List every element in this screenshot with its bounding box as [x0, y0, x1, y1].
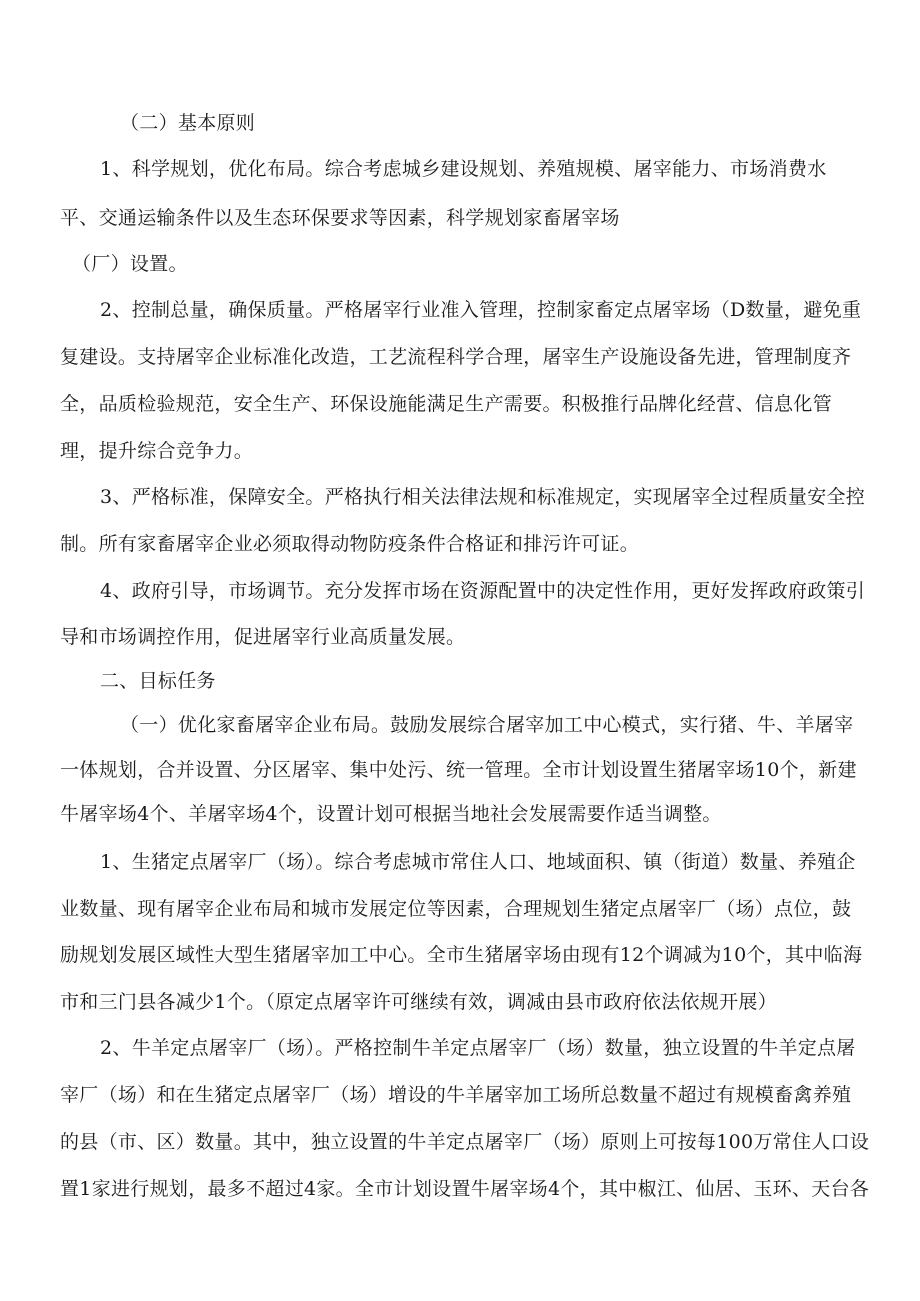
- paragraph-line: 励规划发展区域性大型生猪屠宰加工中心。全市生猪屠宰场由现有12个调减为10个，其中临海: [60, 944, 863, 966]
- paragraph-line: 4、政府引导，市场调节。充分发挥市场在资源配置中的决定性作用，更好发挥政府政策引: [100, 580, 866, 602]
- paragraph-line: 1、科学规划，优化布局。综合考虑城乡建设规划、养殖规模、屠宰能力、市场消费水: [100, 158, 827, 180]
- paragraph-line: 理，提升综合竞争力。: [60, 440, 254, 462]
- paragraph-line: 业数量、现有屠宰企业布局和城市发展定位等因素，合理规划生猪定点屠宰厂（场）点位，鼓: [60, 898, 852, 920]
- paragraph-line: 复建设。支持屠宰企业标准化改造，工艺流程科学合理，屠宰生产设施设备先进，管理制度齐: [60, 346, 852, 368]
- paragraph-line: 的县（市、区）数量。其中，独立设置的牛羊定点屠宰厂（场）原则上可按每100万常住人口设: [60, 1131, 870, 1153]
- paragraph-line: 制。所有家畜屠宰企业必须取得动物防疫条件合格证和排污许可证。: [60, 533, 640, 555]
- paragraph-line: 市和三门县各减少1个。（原定点屠宰许可继续有效，调减由县市政府依法依规开展）: [60, 991, 777, 1013]
- paragraph-line: 3、严格标准，保障安全。严格执行相关法律法规和标准规定，实现屠宰全过程质量安全控: [100, 486, 866, 508]
- paragraph-line: 全，品质检验规范，安全生产、环保设施能满足生产需要。积极推行品牌化经营、信息化管: [60, 393, 833, 415]
- paragraph-line: （一）优化家畜屠宰企业布局。鼓励发展综合屠宰加工中心模式，实行猪、牛、羊屠宰: [120, 714, 854, 736]
- paragraph-line: 置1家进行规划，最多不超过4家。全市计划设置牛屠宰场4个，其中椒江、仙居、玉环、天台各: [60, 1178, 870, 1200]
- paragraph-line: 一体规划，合并设置、分区屠宰、集中处污、统一管理。全市计划设置生猪屠宰场10个，新建: [60, 759, 857, 781]
- paragraph-line: （厂）设置。: [72, 253, 188, 275]
- paragraph-line: 牛屠宰场4个、羊屠宰场4个，设置计划可根据当地社会发展需要作适当调整。: [60, 803, 722, 825]
- paragraph-line: 宰厂（场）和在生猪定点屠宰厂（场）增设的牛羊屠宰加工场所总数量不超过有规模畜禽养殖: [60, 1084, 852, 1106]
- section-heading-basic-principles: （二）基本原则: [120, 112, 256, 134]
- section-heading-targets: 二、目标任务: [100, 670, 216, 692]
- paragraph-line: 平、交通运输条件以及生态环保要求等因素，科学规划家畜屠宰场: [60, 207, 620, 229]
- paragraph-line: 2、控制总量，确保质量。严格屠宰行业准入管理，控制家畜定点屠宰场（D数量，避免重: [100, 299, 862, 321]
- paragraph-line: 导和市场调控作用，促进屠宰行业高质量发展。: [60, 626, 466, 648]
- paragraph-line: 1、生猪定点屠宰厂（场）。综合考虑城市常住人口、地域面积、镇（街道）数量、养殖企: [100, 851, 856, 873]
- paragraph-line: 2、牛羊定点屠宰厂（场）。严格控制牛羊定点屠宰厂（场）数量，独立设置的牛羊定点屠: [100, 1037, 856, 1059]
